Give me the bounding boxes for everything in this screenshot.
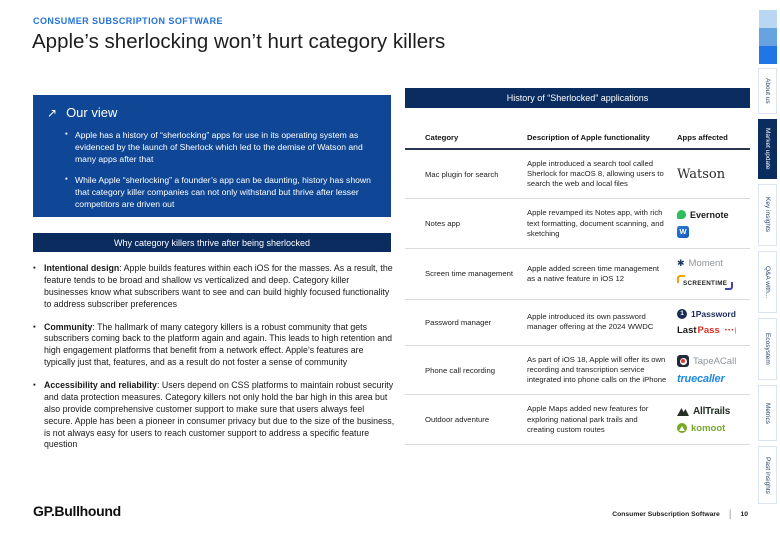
sherlocked-table-panel <box>405 88 750 445</box>
komoot-mountain-icon <box>677 423 687 433</box>
category-cell: Phone call recording <box>425 365 496 375</box>
tab-past-insights[interactable]: Past insights <box>758 446 777 504</box>
why-bullet-text: : Users depend on CSS platforms to maintain robust security and data protection measures. Category killers not only hold the bar high in this area but also provide comprehensive customer support to make sure that users always feel secure. Apple has been a pioneer in consumer privacy but due to the size of the business, is not always easy for users to reach customer support to address a specific feature question <box>44 380 395 450</box>
section-nav-sidebar <box>755 0 780 540</box>
lastpass-logo: Last Pass •••| <box>677 324 738 336</box>
tab-key-insights[interactable]: Key insights <box>758 184 777 246</box>
alltrails-mountain-icon <box>677 407 689 416</box>
our-view-heading-label: Our view <box>66 105 118 120</box>
why-bullet <box>33 322 395 370</box>
tab-metrics[interactable]: Metrics <box>758 385 777 441</box>
1password-circle-icon: 1 <box>677 309 687 319</box>
brand-square-mid <box>759 28 777 46</box>
page-title: Apple’s sherlocking won’t hurt category killers <box>32 30 446 53</box>
description-cell: As part of iOS 18, Apple will offer its own recording and transcription service integrated into phone calls on the iPhone <box>527 354 667 385</box>
our-view-bullet: ▪ Apple has a history of “sherlocking” apps for use in its operating system as evidenced by the launch of Sherlock which led to the demise of Watson and many apps after that <box>65 129 377 165</box>
table-column-headers <box>405 133 750 150</box>
moment-logo: Moment <box>688 257 723 269</box>
moment-star-icon: ✱ <box>677 257 685 268</box>
apps-cell <box>677 309 750 336</box>
category-cell: Mac plugin for search <box>425 169 499 179</box>
table-row <box>405 300 750 346</box>
tab-qa-with[interactable]: Q&A with... <box>758 251 777 313</box>
description-cell: Apple revamped its Notes app, with rich text formatting, document scanning, and sketching <box>527 208 664 238</box>
why-bullet-term: Intentional design <box>44 263 120 273</box>
komoot-logo: komoot <box>691 422 726 434</box>
why-bullet-term: Accessibility and reliability <box>44 380 157 390</box>
footer-section-label: Consumer Subscription Software <box>612 511 720 518</box>
why-bullet-text: : Apple builds features within each iOS for the masses. As a result, the feature tends to be broad and shallow vs verticalized and deep. Category killer businesses know what subscribers want to see and can build highly focused functionality to address subscriber preferences <box>44 263 393 309</box>
gp-bullhound-logo: GP.Bullhound <box>33 503 121 519</box>
our-view-panel <box>33 95 391 217</box>
why-bullet <box>33 380 395 451</box>
screentime-bracket-icon <box>677 275 685 283</box>
category-cell: Notes app <box>425 219 461 229</box>
apps-cell <box>677 210 750 238</box>
apps-cell <box>677 406 750 434</box>
apps-cell <box>677 355 750 385</box>
brand-square-light <box>759 10 777 28</box>
watson-logo: Watson <box>677 166 726 182</box>
column-header-apps: Apps affected <box>677 133 728 142</box>
description-cell: Apple added screen time management as a native feature in iOS 12 <box>527 263 660 283</box>
table-row <box>405 395 750 444</box>
why-bullets <box>33 263 395 462</box>
why-bullet-term: Community <box>44 321 93 332</box>
description-cell: Apple Maps added new features for exploring national park trails and creating custom routes <box>527 404 649 434</box>
our-view-heading <box>47 105 377 120</box>
table-row <box>405 199 750 248</box>
category-eyebrow: CONSUMER SUBSCRIPTION SOFTWARE <box>33 16 224 26</box>
apps-cell <box>677 167 750 182</box>
why-bullet <box>33 263 395 311</box>
tab-market-update[interactable]: Market update <box>758 119 777 179</box>
tapeacall-logo: TapeACall <box>693 355 737 367</box>
table-title: History of “Sherlocked” applications <box>506 93 649 103</box>
apps-cell <box>677 258 750 290</box>
lastpass-dots-icon: •••| <box>724 326 738 334</box>
truecaller-logo: truecaller <box>677 373 725 386</box>
category-cell: Password manager <box>425 317 492 327</box>
1password-logo: 1Password <box>691 308 736 319</box>
evernote-logo: Evernote <box>690 209 729 220</box>
screentime-logo: SCREENTIME <box>677 275 733 290</box>
tab-about-us[interactable]: About us <box>758 68 777 114</box>
why-bullet-text: : The hallmark of many category killers is a robust community that gets subscribers coming back to the platform again and again. This leads to high retention and high engagement platforms that benefit from a network effect. Apple’s features are typically just that, features, and as a result do not foster a sense of community <box>44 321 393 368</box>
column-header-category: Category <box>425 133 459 142</box>
category-cell: Outdoor adventure <box>425 415 490 425</box>
section-tabs <box>758 68 777 504</box>
sherlocked-table <box>405 133 750 445</box>
brand-square-bright <box>759 46 777 64</box>
tab-ecosystem[interactable]: Ecosystem <box>758 318 777 380</box>
our-view-bullet: ▪ While Apple “sherlocking” a founder’s app can be daunting, history has shown that category killer companies can not only withstand but thrive after lesser competitors are driven out <box>65 174 377 210</box>
microsoft-word-icon: W <box>677 226 689 238</box>
column-header-description: Description of Apple functionality <box>527 133 650 142</box>
why-section-header <box>33 233 391 252</box>
tapeacall-record-icon <box>677 355 689 367</box>
table-row <box>405 150 750 199</box>
table-row <box>405 249 750 300</box>
why-section-title: Why category killers thrive after being sherlocked <box>113 237 311 248</box>
alltrails-logo: AllTrails <box>693 405 731 417</box>
our-view-bullets <box>65 129 377 210</box>
screentime-bracket-icon <box>725 282 733 290</box>
page-number: 10 <box>740 511 748 518</box>
footer-meta <box>612 509 748 520</box>
arrow-up-right-icon: ↗ <box>47 105 58 120</box>
description-cell: Apple introduced its own password manager offering at the 2024 WWDC <box>527 312 654 332</box>
table-row <box>405 346 750 395</box>
category-cell: Screen time management <box>425 269 514 279</box>
table-header-bar <box>405 88 750 108</box>
description-cell: Apple introduced a search tool called Sherlock for macOS 8, allowing users to search the web and local files <box>527 159 664 189</box>
evernote-elephant-icon <box>677 210 686 219</box>
footer-divider: | <box>728 509 732 520</box>
